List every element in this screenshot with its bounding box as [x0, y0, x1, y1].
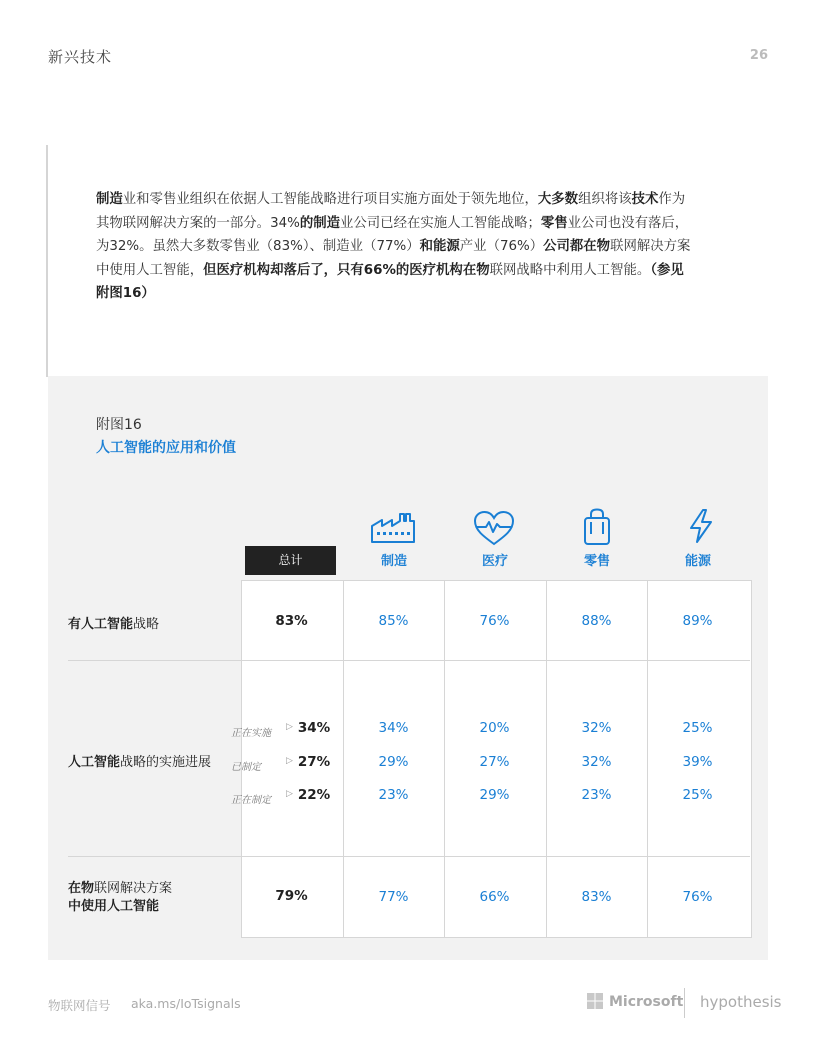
footer-link[interactable]: aka.ms/IoTsignals	[131, 996, 241, 1011]
figure-title	[96, 437, 236, 457]
footer-signal: 物联网信号	[48, 998, 111, 1013]
section-title: 新兴技术	[48, 48, 113, 66]
intro-segment: 大多数	[537, 192, 579, 207]
intro-segment: 联网战略中利用人工智能。	[489, 262, 651, 278]
cell-value: 32%	[581, 720, 612, 736]
cell-value: 39%	[682, 754, 713, 770]
shopping-bag-icon	[583, 508, 611, 546]
cell-value: 27%	[479, 754, 510, 770]
cell-value: 77%	[378, 889, 409, 905]
cell-value: 89%	[682, 613, 713, 629]
cell-value: 76%	[479, 613, 510, 629]
row-label-bold: 人工智能	[68, 755, 121, 770]
cell-value: 25%	[682, 720, 713, 736]
row-label-implementation-progress	[68, 751, 211, 770]
row-label-rest: 战略	[133, 617, 160, 632]
row-label-bold: 在物	[68, 881, 95, 896]
page-number: 26	[749, 48, 768, 63]
column-header-healthcare: 医疗	[481, 554, 508, 569]
row-label-line2: 中使用人工智能	[68, 899, 160, 914]
footer-divider	[684, 988, 685, 1018]
lightning-icon	[688, 508, 714, 544]
row-divider	[68, 856, 750, 857]
cell-value: 25%	[682, 787, 713, 803]
subrow-label: 已制定	[231, 762, 261, 773]
intro-segment: 和能源	[419, 239, 460, 255]
hypothesis-brand: hypothesis	[700, 993, 782, 1011]
cell-value: 29%	[479, 787, 510, 803]
cell-total: 27%	[297, 754, 331, 770]
figure-title-rest: 应用和价值	[166, 440, 236, 456]
intro-segment: 业公司已经在实施人工智能战略；	[340, 215, 541, 231]
intro-segment: 零售	[540, 215, 568, 231]
intro-segment: 组织将该	[578, 192, 632, 207]
figure-title-bold: 人工智能的	[96, 440, 166, 456]
cell-value: 29%	[378, 754, 409, 770]
intro-segment: 公司都在物	[543, 239, 611, 255]
subrow-label: 正在实施	[231, 728, 271, 739]
heart-pulse-icon	[473, 510, 515, 546]
column-header-energy: 能源	[684, 554, 711, 569]
column-header-retail: 零售	[583, 554, 610, 569]
cell-value: 32%	[581, 754, 612, 770]
cell-value: 88%	[581, 613, 612, 629]
cell-value: 23%	[581, 787, 612, 803]
cell-value: 83%	[581, 889, 612, 905]
factory-icon	[370, 512, 416, 544]
triangle-marker-icon: ▷	[286, 756, 293, 766]
cell-value: 34%	[378, 720, 409, 736]
row-label-ai-in-iot	[68, 880, 172, 916]
intro-segment: 但医疗机构却落后了，只有66%的医疗机构在物	[203, 262, 490, 278]
microsoft-logo-icon	[587, 993, 603, 1009]
intro-paragraph	[96, 188, 696, 306]
figure-label: 附图16	[96, 417, 142, 433]
column-header-manufacturing: 制造	[380, 554, 407, 569]
cell-value: 20%	[479, 720, 510, 736]
intro-segment: 业和零售业组织在依据人工智能战略进行项目实施方面处于领先地位，	[122, 192, 538, 207]
row-label-rest: 联网解决方案	[94, 881, 173, 896]
row-divider	[68, 660, 750, 661]
intro-segment: 制造	[96, 192, 123, 207]
intro-segment: 作为其物联网解决方案的一部分。34%	[96, 192, 686, 231]
triangle-marker-icon: ▷	[286, 722, 293, 732]
subrow-label: 正在制定	[231, 795, 271, 806]
quote-bar	[46, 145, 48, 377]
cell-total: 34%	[297, 720, 331, 736]
microsoft-brand: Microsoft	[609, 994, 684, 1010]
triangle-marker-icon: ▷	[286, 789, 293, 799]
row-label-bold: 有人工智能	[68, 617, 134, 632]
cell-total: 79%	[275, 888, 308, 904]
total-column-header: 总计	[245, 546, 336, 575]
intro-segment: 技术	[631, 192, 659, 207]
row-label-ai-strategy	[68, 613, 159, 632]
cell-total: 83%	[275, 613, 308, 629]
cell-total: 22%	[297, 787, 331, 803]
intro-segment: 产业（76%）	[459, 239, 544, 255]
cell-value: 23%	[378, 787, 409, 803]
row-label-rest: 战略的实施进展	[120, 755, 212, 770]
intro-segment: （参见附图16）	[96, 262, 684, 302]
cell-value: 76%	[682, 889, 713, 905]
cell-value: 66%	[479, 889, 510, 905]
intro-segment: 业公司也没有落后，为32%。虽然大多数零售业（83%）、制造业（77%）	[96, 215, 689, 255]
cell-value: 85%	[378, 613, 409, 629]
intro-segment: 联网解决方案中使用人工智能，	[96, 239, 691, 278]
intro-segment: 的制造	[299, 215, 341, 231]
